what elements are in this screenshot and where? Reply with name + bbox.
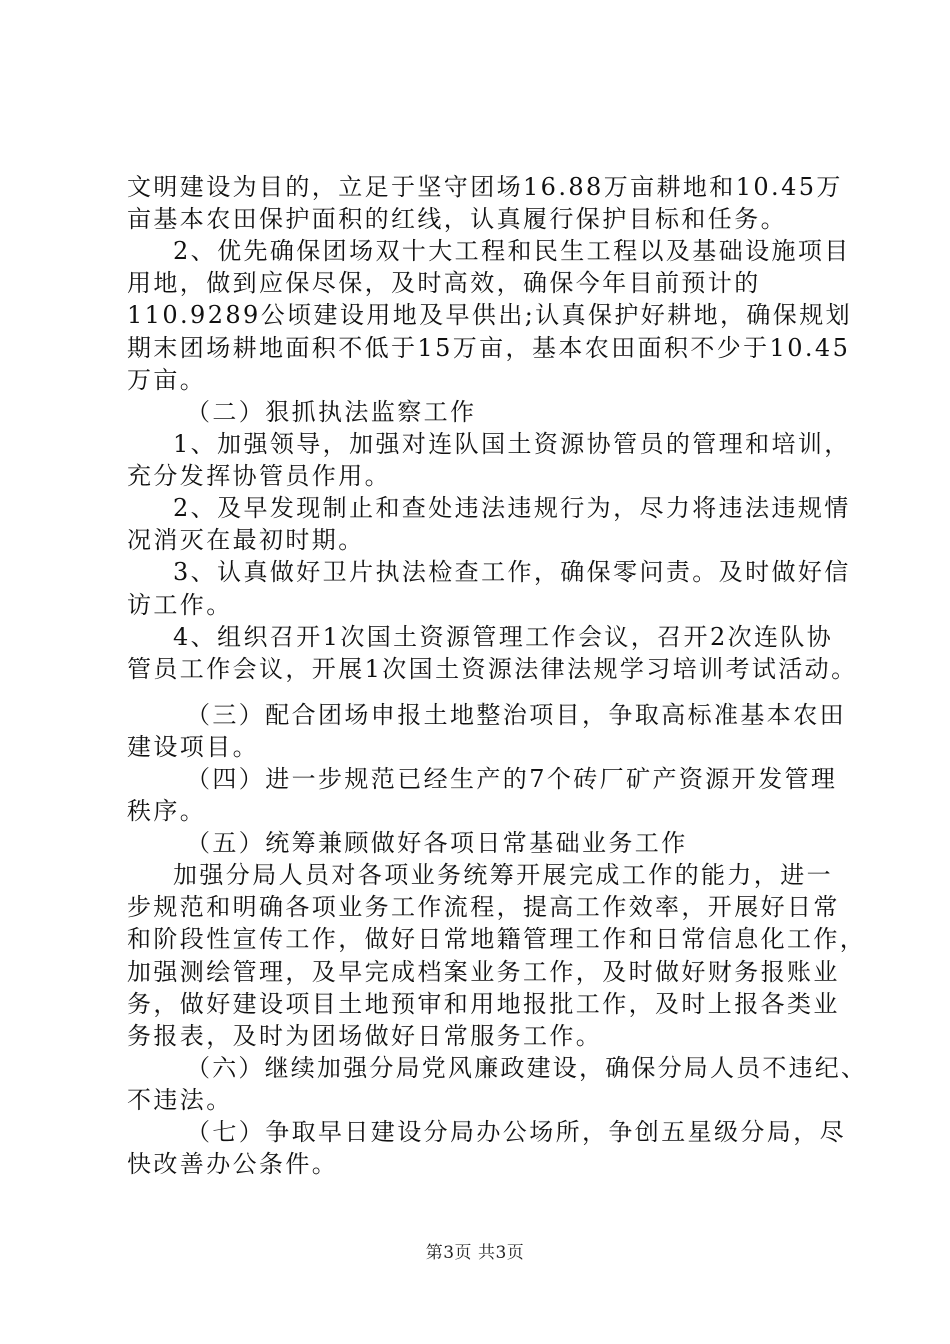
body-text-line: 110.9289公顷建设用地及早供出;认真保护好耕地，确保规划 <box>127 301 852 329</box>
section-heading: （七）争取早日建设分局办公场所，争创五星级分局，尽 <box>186 1118 846 1146</box>
page-footer: 第3页 共3页 <box>425 1243 525 1263</box>
body-text-line: 期末团场耕地面积不低于15万亩，基本农田面积不少于10.45 <box>127 334 851 362</box>
body-text-line: 步规范和明确各项业务工作流程，提高工作效率，开展好日常 <box>127 893 840 921</box>
body-text-line: 充分发挥协管员作用。 <box>127 462 391 490</box>
body-text-line: 亩基本农田保护面积的红线，认真履行保护目标和任务。 <box>127 205 787 233</box>
section-heading: 建设项目。 <box>127 733 259 761</box>
body-text-line: 2、及早发现制止和查处违法违规行为，尽力将违法违规情 <box>173 494 851 522</box>
body-text-line: 况消灭在最初时期。 <box>127 526 365 554</box>
body-text-line: 务报表，及时为团场做好日常服务工作。 <box>127 1022 603 1050</box>
body-text-line: 访工作。 <box>127 591 233 619</box>
section-heading: （五）统筹兼顾做好各项日常基础业务工作 <box>186 829 688 857</box>
body-text-line: 和阶段性宣传工作，做好日常地籍管理工作和日常信息化工作， <box>127 925 867 953</box>
section-heading: 秩序。 <box>127 797 207 825</box>
section-heading: 快改善办公条件。 <box>127 1150 339 1178</box>
section-heading: （二）狠抓执法监察工作 <box>186 398 477 426</box>
body-text-line: 务，做好建设项目土地预审和用地报批工作，及时上报各类业 <box>127 990 840 1018</box>
body-text-line: 1、加强领导，加强对连队国土资源协管员的管理和培训， <box>173 430 851 458</box>
body-text-line: 万亩。 <box>127 366 207 394</box>
body-text-line: 管员工作会议，开展1次国土资源法律法规学习培训考试活动。 <box>127 655 858 683</box>
section-heading: （六）继续加强分局党风廉政建设，确保分局人员不违纪、 <box>186 1054 868 1082</box>
section-heading: （四）进一步规范已经生产的7个砖厂矿产资源开发管理 <box>186 765 838 793</box>
body-text-line: 用地，做到应保尽保，及时高效，确保今年目前预计的 <box>127 269 761 297</box>
body-text-line: 文明建设为目的，立足于坚守团场16.88万亩耕地和10.45万 <box>127 173 843 201</box>
body-text-line: 加强分局人员对各项业务统筹开展完成工作的能力，进一 <box>173 861 833 889</box>
body-text-line: 3、认真做好卫片执法检查工作，确保零问责。及时做好信 <box>173 558 851 586</box>
body-text-line: 加强测绘管理，及早完成档案业务工作，及时做好财务报账业 <box>127 958 840 986</box>
section-heading: 不违法。 <box>127 1086 233 1114</box>
body-text-line: 4、组织召开1次国土资源管理工作会议，召开2次连队协 <box>173 623 834 651</box>
section-heading: （三）配合团场申报土地整治项目，争取高标准基本农田 <box>186 701 846 729</box>
body-text-line: 2、优先确保团场双十大工程和民生工程以及基础设施项目 <box>173 237 851 265</box>
